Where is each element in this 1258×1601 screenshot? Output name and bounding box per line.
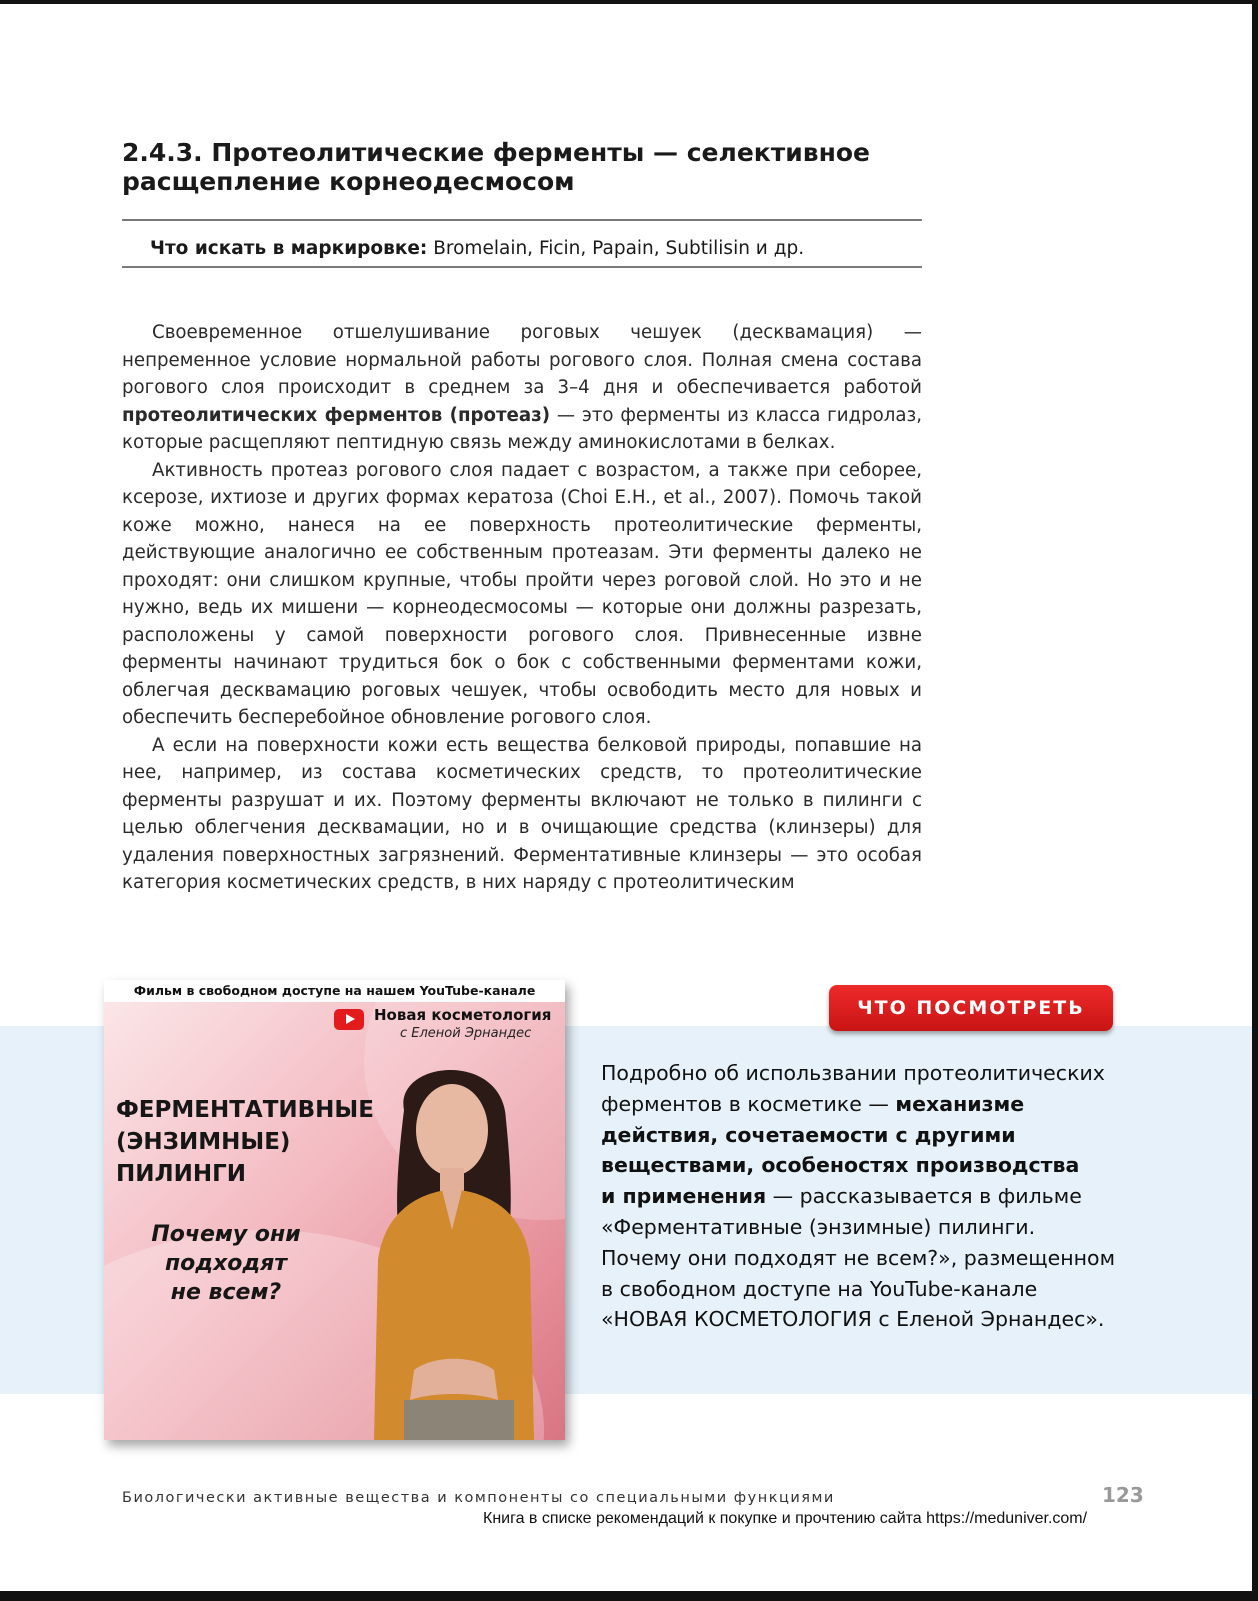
- watch-line: Почему они подходят не всем?», размещенном: [601, 1245, 1116, 1270]
- section-heading: [122, 138, 922, 196]
- watch-line: в свободном доступе на YouTube-канале: [601, 1276, 1038, 1301]
- marking-value: Bromelain, Ficin, Papain, Subtilisin и др.: [427, 238, 805, 259]
- text-run: — это ферменты из класса гидролаз, которые расщепляют пептидную связь между аминокислотами в белках.: [122, 404, 922, 453]
- divider: [122, 266, 922, 268]
- heading-line: 2.4.3. Протеолитические ферменты — селективное: [122, 138, 870, 167]
- paragraph: Активность протеаз рогового слоя падает с возрастом, а также при себорее, ксерозе, ихтиозе и других формах кератоза (Choi E.H., et al., 2007). Помочь такой коже можно, нанеся на ее поверхность протеолитические ферменты, действующие аналогично ее собственным протеазам. Эти ферменты далеко не проходят: они слишком крупные, чтобы пройти через роговой слой. Но это и не нужно, ведь их мишени — корнеодесмосомы — которые они должны разрезать, расположены у самой поверхности рогового слоя. Привнесенные извне ферменты начинают трудиться бок о бок с собственными ферментами кожи, облегчая десквамацию роговых чешуек, чтобы освободить место для новых и обеспечить бесперебойное обновление рогового слоя.: [122, 459, 922, 728]
- page-number: 123: [1102, 1483, 1144, 1507]
- watch-line: [601, 1150, 1181, 1181]
- title-line: ФЕРМЕНТАТИВНЫЕ: [116, 1097, 374, 1123]
- marking-hint: [150, 236, 920, 262]
- text-run: — рассказывается в фильме: [766, 1184, 1082, 1209]
- marking-label: Что искать в маркировке:: [150, 238, 428, 259]
- heading-line: расщепление корнеодесмосом: [122, 167, 575, 196]
- channel-subtitle: с Еленой Эрнандес: [400, 1026, 532, 1041]
- title-line: (ЭНЗИМНЫЕ): [116, 1129, 291, 1155]
- video-question: [126, 1220, 326, 1307]
- watch-line: «НОВАЯ КОСМЕТОЛОГИЯ с Еленой Эрнандес».: [601, 1307, 1105, 1332]
- bold-run: механизме: [895, 1091, 1025, 1116]
- watch-description: [601, 1058, 1181, 1335]
- bottom-border: [0, 1591, 1258, 1601]
- title-line: ПИЛИНГИ: [116, 1161, 247, 1187]
- watch-line: [601, 1181, 1181, 1212]
- question-line: подходят: [164, 1251, 288, 1276]
- paragraph: [122, 319, 922, 457]
- paragraph: А если на поверхности кожи есть вещества белковой природы, попавшие на нее, например, из состава косметических средств, то протеолитические ферменты разрушат и их. Поэтому ферменты включают не только в пилинги с целью облегчения десквамации, но и в очищающие средства (клинзеры) для удаления поверхностных загрязнений. Ферментативные клинзеры — это особая категория косметических средств, в них наряду с протеолитическим: [122, 734, 922, 893]
- top-border: [0, 0, 1258, 4]
- body-text: [122, 319, 922, 897]
- bold-run: и применения: [601, 1184, 767, 1209]
- watch-line: Подробно об использвании протеолитических: [601, 1061, 1105, 1085]
- running-title: Биологически активные вещества и компоненты со специальными функциями: [122, 1490, 835, 1506]
- bold-run: действия, сочетаемости с другими: [601, 1122, 1016, 1147]
- question-line: Почему они: [151, 1222, 301, 1247]
- watch-line: «Ферментативные (энзимные) пилинги.: [601, 1214, 1036, 1239]
- right-border: [1252, 0, 1258, 1601]
- card-caption: Фильм в свободном доступе на нашем YouTube-канале: [104, 980, 565, 1002]
- text-run: Своевременное отшелушивание роговых чешуек (десквамация) — непременное условие нормальной работы рогового слоя. Полная смена состава рогового слоя происходит в среднем за 3–4 дня и обеспечивается работой: [122, 322, 922, 398]
- footer-note[interactable]: Книга в списке рекомендаций к покупке и прочтению сайта https://meduniver.com/: [483, 1510, 1088, 1527]
- text-run: ферментов в косметике —: [601, 1091, 896, 1116]
- bold-run: веществами, особеностях производства: [601, 1153, 1080, 1178]
- presenter-photo: [334, 1040, 565, 1440]
- bold-term: протеолитических ферментов (протеаз): [122, 404, 551, 426]
- channel-block: [334, 1004, 556, 1044]
- youtube-icon: [334, 1009, 364, 1030]
- channel-name: Новая косметология: [374, 1006, 552, 1024]
- watch-line: [601, 1120, 1181, 1151]
- what-to-watch-badge: ЧТО ПОСМОТРЕТЬ: [829, 985, 1113, 1031]
- watch-line: [601, 1089, 1181, 1120]
- question-line: не всем?: [170, 1280, 282, 1305]
- video-thumbnail[interactable]: [104, 980, 565, 1440]
- divider: [122, 219, 922, 221]
